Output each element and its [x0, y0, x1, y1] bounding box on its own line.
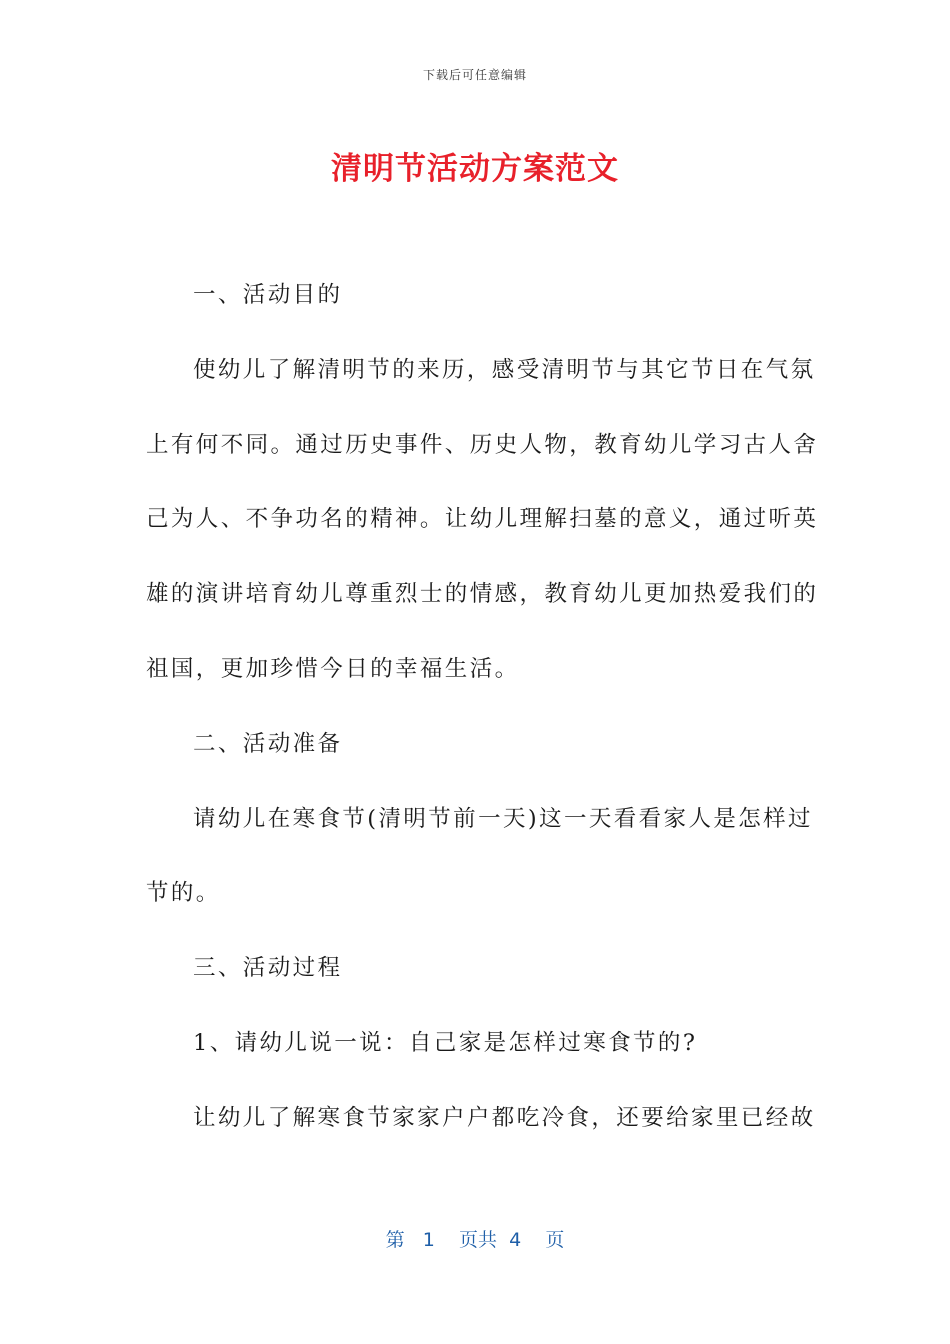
list-item-line: 1、请幼儿说一说：自己家是怎样过寒食节的?	[193, 1029, 698, 1056]
document-title: 清明节活动方案范文	[331, 151, 619, 187]
paragraph-line: 祖国，更加珍惜今日的幸福生活。	[146, 655, 520, 682]
footer-middle: 页共	[459, 1229, 498, 1251]
footer-suffix: 页	[545, 1229, 565, 1251]
paragraph-line: 使幼儿了解清明节的来历，感受清明节与其它节日在气氛	[193, 356, 816, 383]
paragraph-line: 让幼儿了解寒食节家家户户都吃冷食，还要给家里已经故	[193, 1104, 816, 1131]
section-heading-process: 三、活动过程	[193, 955, 343, 982]
paragraph-line: 己为人、不争功名的精神。让幼儿理解扫墓的意义，通过听英	[146, 506, 819, 533]
paragraph-line: 雄的演讲培育幼儿尊重烈士的情感，教育幼儿更加热爱我们的	[146, 581, 819, 608]
footer-prefix: 第	[385, 1229, 405, 1251]
page-number-footer	[0, 1225, 950, 1252]
footer-total-pages: 4	[509, 1229, 522, 1251]
paragraph-line: 请幼儿在寒食节(清明节前一天)这一天看看家人是怎样过	[193, 805, 813, 832]
paragraph-line: 上有何不同。通过历史事件、历史人物，教育幼儿学习古人舍	[146, 431, 819, 458]
paragraph-line: 节的。	[146, 880, 221, 907]
header-note: 下载后可任意编辑	[422, 68, 527, 82]
footer-current-page: 1	[422, 1229, 435, 1251]
section-heading-purpose: 一、活动目的	[193, 282, 343, 308]
document-body	[146, 275, 819, 1173]
section-heading-preparation: 二、活动准备	[193, 730, 343, 757]
